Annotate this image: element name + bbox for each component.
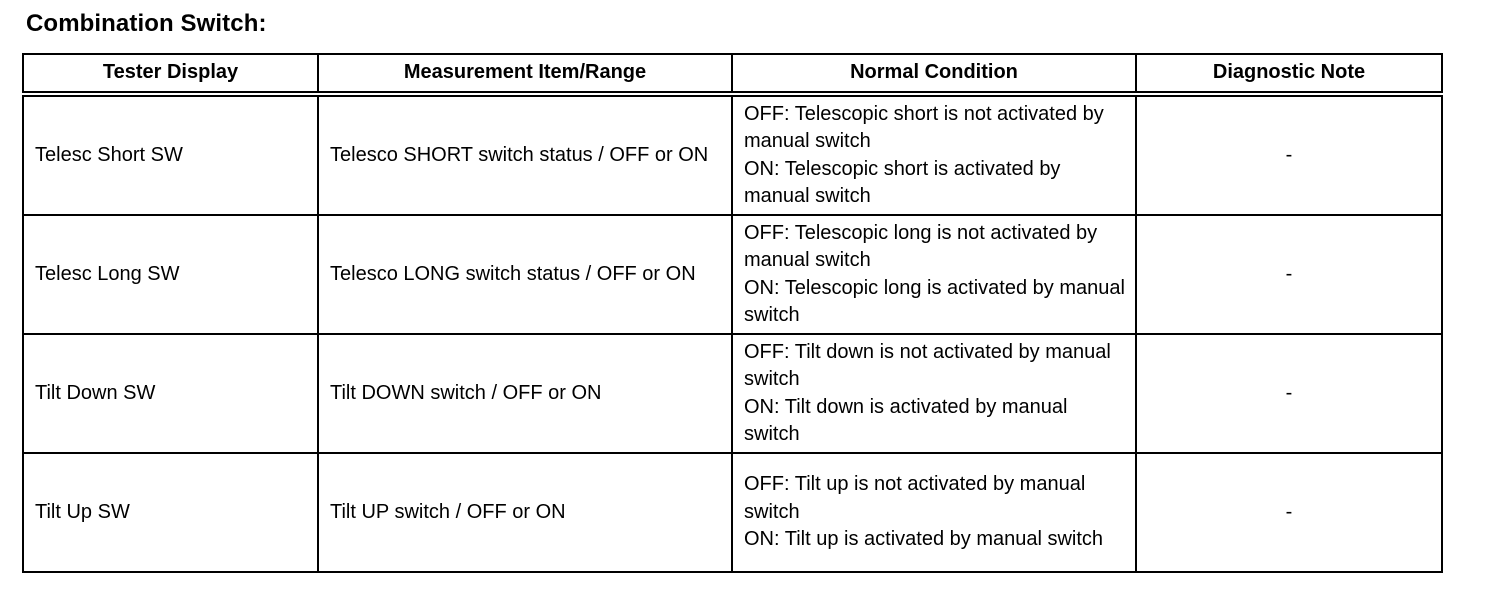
- normal-condition-cell: [732, 215, 1136, 334]
- condition-off-text: OFF: Tilt down is not activated by manual switch: [744, 340, 1111, 390]
- condition-on-text: ON: Telescopic long is activated by manual switch: [744, 276, 1125, 326]
- condition-on-text: ON: Telescopic short is activated by manual switch: [744, 157, 1061, 207]
- condition-off-text: OFF: Telescopic short is not activated by manual switch: [744, 102, 1104, 152]
- column-header-diagnostic-note: Diagnostic Note: [1136, 54, 1442, 94]
- measurement-cell: Telesco LONG switch status / OFF or ON: [318, 215, 732, 334]
- column-header-normal-condition: Normal Condition: [732, 54, 1136, 94]
- diagnostic-note-cell: -: [1136, 215, 1442, 334]
- measurement-cell: Tilt DOWN switch / OFF or ON: [318, 334, 732, 453]
- table-row: [23, 334, 1442, 453]
- measurement-cell: Telesco SHORT switch status / OFF or ON: [318, 94, 732, 215]
- condition-off-text: OFF: Tilt up is not activated by manual switch: [744, 473, 1086, 523]
- tester-display-cell: Telesc Long SW: [23, 215, 318, 334]
- diagnostic-note-cell: -: [1136, 94, 1442, 215]
- data-table: [22, 53, 1443, 573]
- table-body: [23, 94, 1442, 572]
- normal-condition-cell: [732, 94, 1136, 215]
- table-row: [23, 453, 1442, 572]
- page-title: Combination Switch:: [26, 10, 267, 37]
- table-header: [23, 54, 1442, 94]
- diagnostic-note-cell: -: [1136, 453, 1442, 572]
- column-header-tester-display: Tester Display: [23, 54, 318, 94]
- tester-display-cell: Tilt Up SW: [23, 453, 318, 572]
- tester-display-cell: Telesc Short SW: [23, 94, 318, 215]
- table-row: [23, 215, 1442, 334]
- table-row: [23, 94, 1442, 215]
- diagnostic-note-cell: -: [1136, 334, 1442, 453]
- header-row: [23, 54, 1442, 94]
- tester-display-cell: Tilt Down SW: [23, 334, 318, 453]
- condition-off-text: OFF: Telescopic long is not activated by manual switch: [744, 221, 1098, 271]
- column-header-measurement-item: Measurement Item/Range: [318, 54, 732, 94]
- normal-condition-cell: [732, 453, 1136, 572]
- condition-on-text: ON: Tilt down is activated by manual switch: [744, 395, 1068, 445]
- normal-condition-cell: [732, 334, 1136, 453]
- measurement-cell: Tilt UP switch / OFF or ON: [318, 453, 732, 572]
- condition-on-text: ON: Tilt up is activated by manual switch: [744, 528, 1104, 551]
